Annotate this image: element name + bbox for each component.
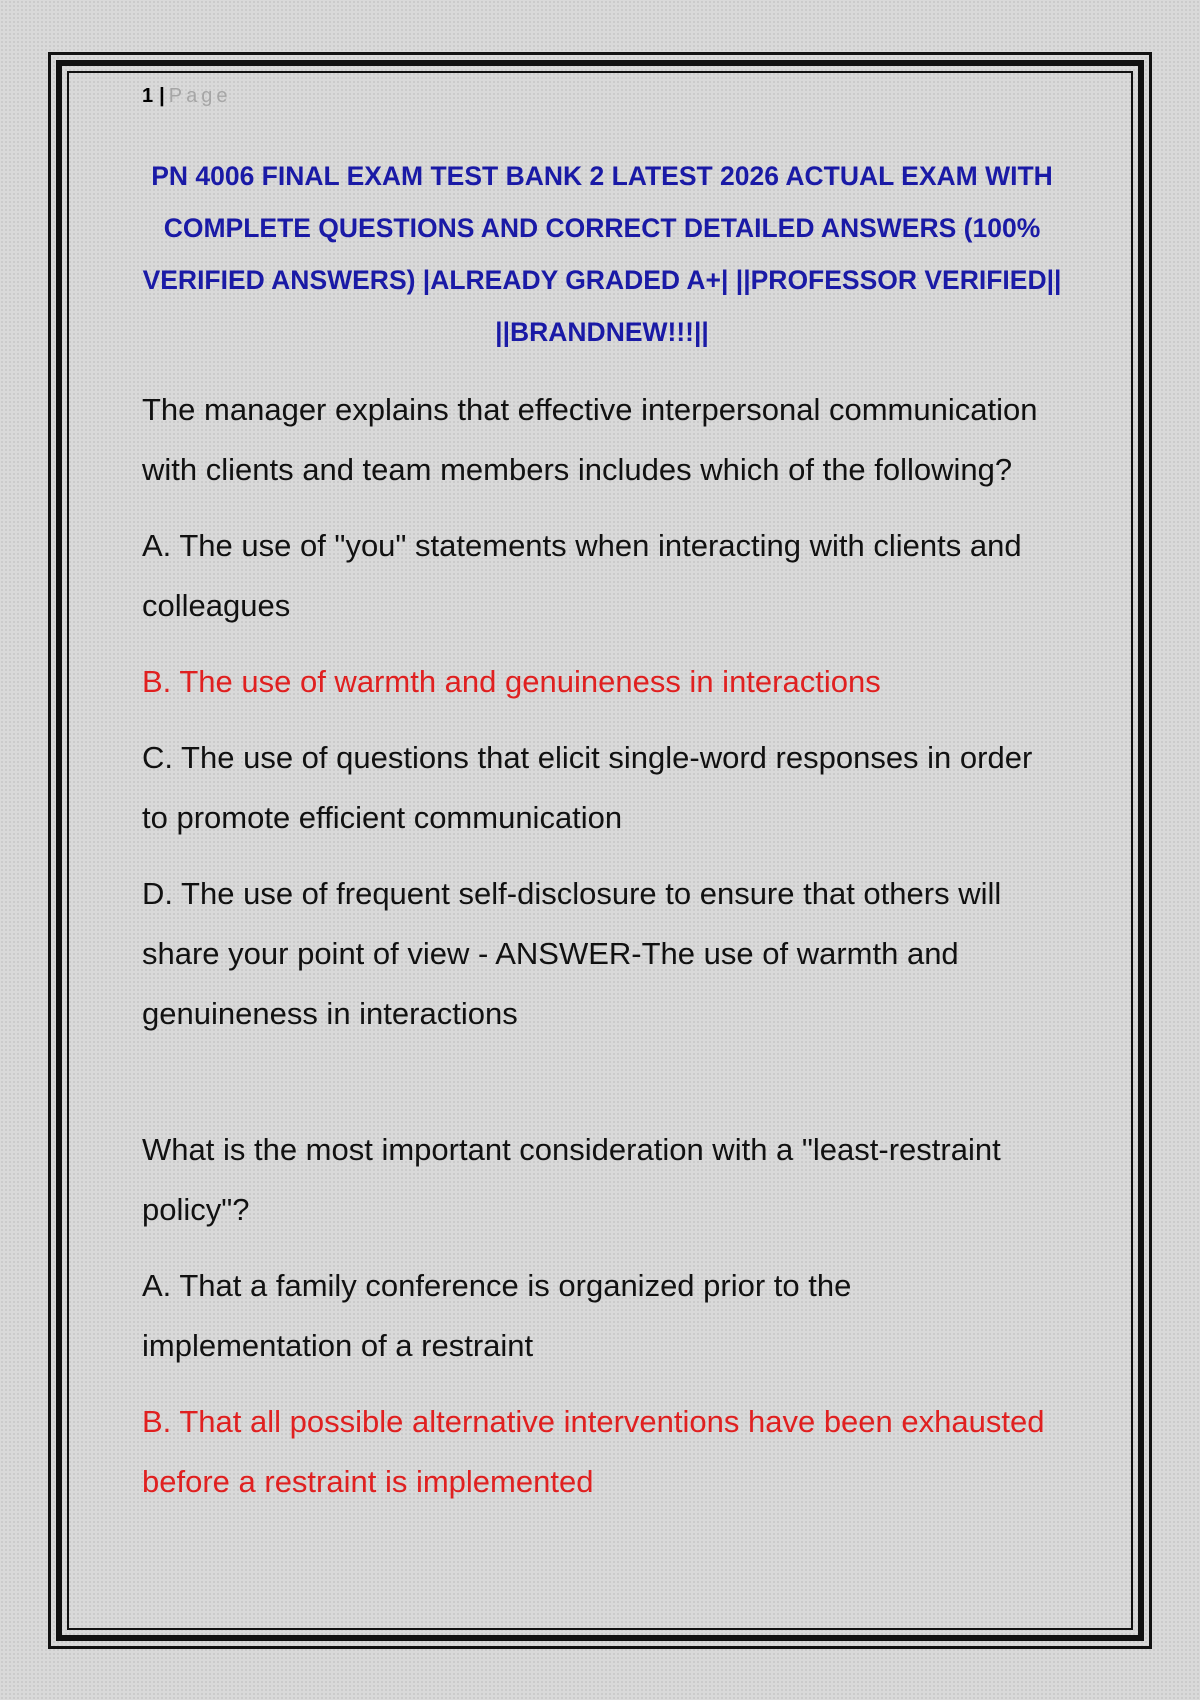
question-1-option-c: C. The use of questions that elicit single-word responses in order to promote efficient communication [142, 740, 1033, 835]
page-number-separator: | [159, 85, 165, 107]
question-2 [142, 1120, 1062, 1512]
page-word: Page [168, 85, 232, 107]
question-2-option-a: A. That a family conference is organized prior to the implementation of a restraint [142, 1268, 852, 1363]
question-2-option-b-correct: B. That all possible alternative interventions have been exhausted before a restraint is implemented [142, 1404, 1045, 1499]
question-1-option-a: A. The use of "you" statements when interacting with clients and colleagues [142, 528, 1022, 623]
question-1-stem: The manager explains that effective interpersonal communication with clients and team members includes which of the following? [142, 392, 1038, 487]
page-content [142, 76, 1062, 1512]
question-1-option-d-with-answer: D. The use of frequent self-disclosure to ensure that others will share your point of view - ANSWER-The use of warmth and genuineness in interactions [142, 876, 1002, 1031]
question-2-stem: What is the most important consideration with a "least-restraint policy"? [142, 1132, 1001, 1227]
question-1-option-b-correct: B. The use of warmth and genuineness in interactions [142, 664, 881, 699]
page-number: 1 [142, 85, 154, 107]
page-number-header [142, 76, 1062, 116]
document-title: PN 4006 FINAL EXAM TEST BANK 2 LATEST 2026 ACTUAL EXAM WITH COMPLETE QUESTIONS AND CORRECT DETAILED ANSWERS (100% VERIFIED ANSWERS) |ALREADY GRADED A+| ||PROFESSOR VERIFIED|| ||BRANDNEW!!!|| [142, 161, 1062, 347]
question-1 [142, 380, 1062, 1044]
